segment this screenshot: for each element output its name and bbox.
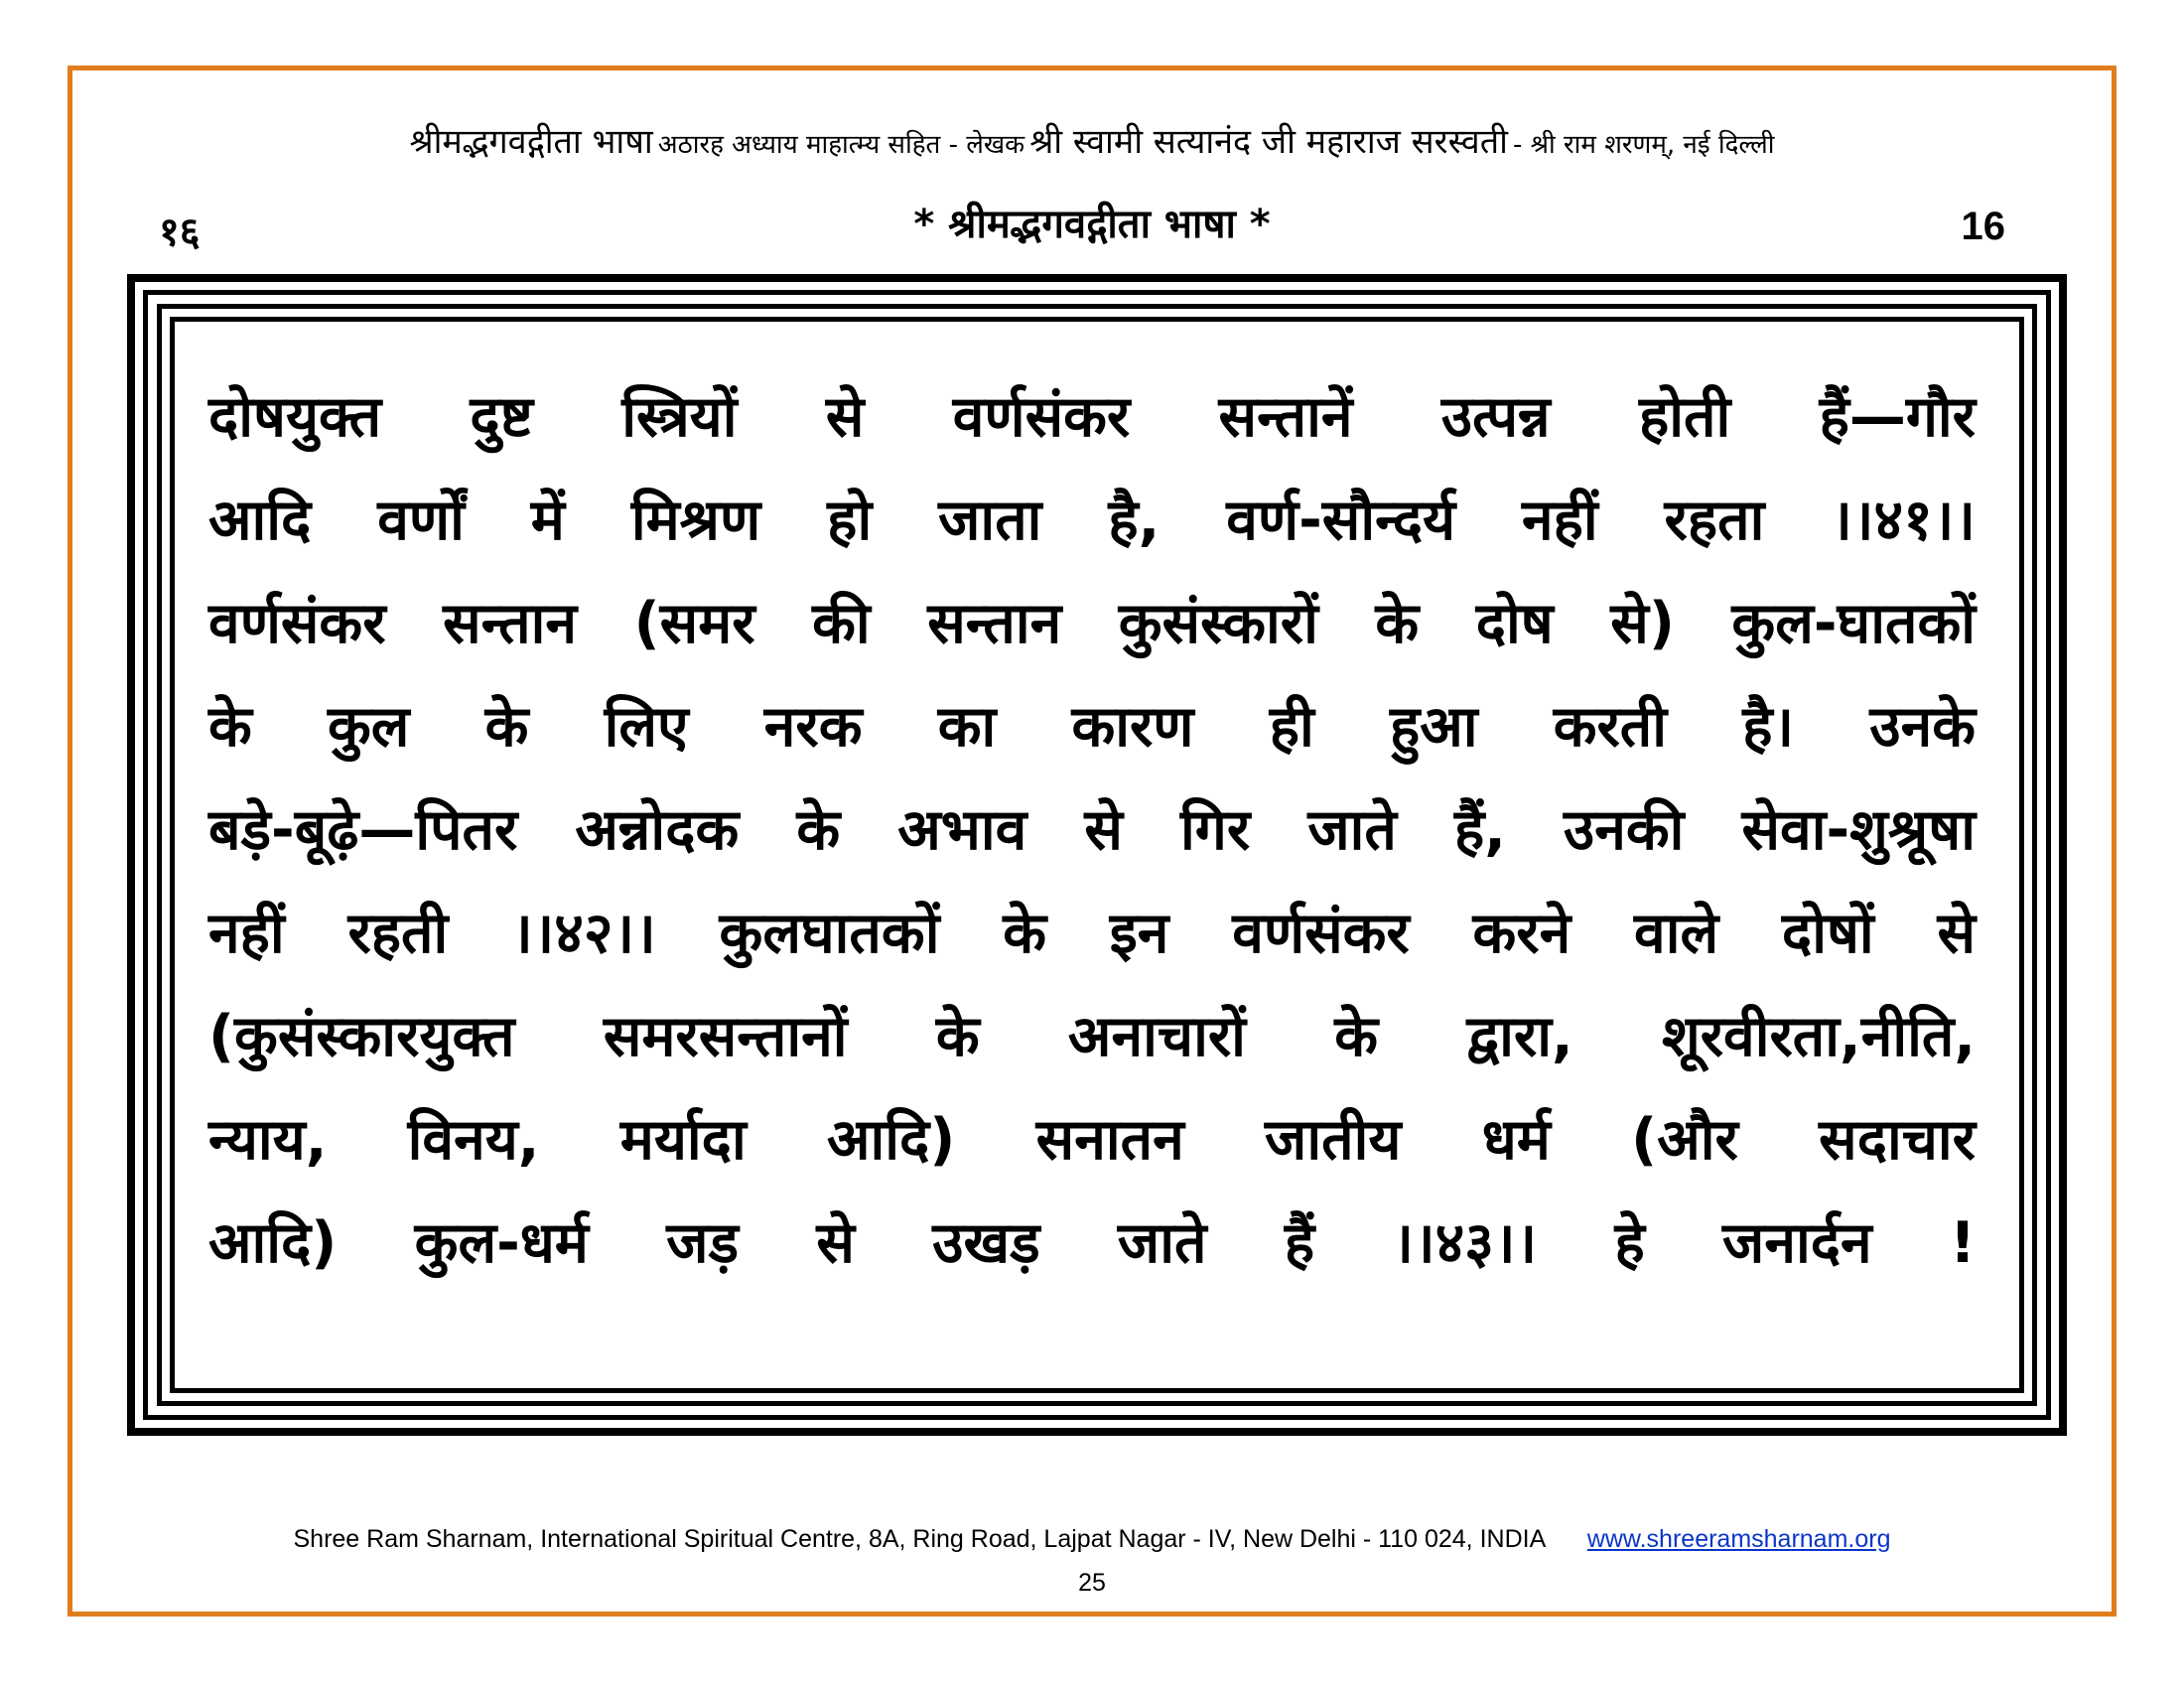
page-title: * श्रीमद्भगवद्गीता भाषा * [913,202,1271,247]
text-line: न्याय, विनय, मर्यादा आदि) सनातन जातीय धर्म (और सदाचार [208,1107,1976,1173]
text-line: बड़े-बूढ़े—पितर अन्नोदक के अभाव से गिर जाते हैं, उनकी सेवा-शुश्रूषा [208,797,1976,863]
text-line: नहीं रहती ।।४२।। कुलघातकों के इन वर्णसंकर करने वाले दोषों से [208,901,1976,966]
text-line: आदि वर्णों में मिश्रण हो जाता है, वर्ण-सौन्दर्य नहीं रहता ।।४१।। [208,488,1976,553]
page-heading [0,189,2184,258]
text-line: (कुसंस्कारयुक्त समरसन्तानों के अनाचारों के द्वारा, शूरवीरता,नीति, [208,1004,1976,1069]
verse-text [208,365,1976,1295]
text-line: के कुल के लिए नरक का कारण ही हुआ करती है। उनके [208,694,1976,760]
footer [0,1525,2184,1554]
text-line: वर्णसंकर सन्तान (समर की सन्तान कुसंस्कारों के दोष से) कुल-घातकों [208,591,1976,656]
text-line: आदि) कुल-धर्म जड़ से उखड़ जाते हैं ।।४३।। हे जनार्दन ! [208,1210,1976,1276]
book-subtitle: अठारह अध्याय माहात्म्य सहित - लेखक [657,130,1025,160]
page-number-latin: 16 [1961,205,2005,248]
publisher: - श्री राम शरणम्, नई दिल्ली [1512,130,1775,160]
website-link[interactable]: www.shreeramsharnam.org [1586,1525,1891,1553]
footer-address: Shree Ram Sharnam, International Spiritual Centre, 8A, Ring Road, Lajpat Nagar - IV, New Delhi - 110 024, INDIA [293,1525,1545,1553]
running-header [0,117,2184,163]
footer-page-number: 25 [1078,1569,1106,1597]
page-number-devanagari: १६ [159,210,201,255]
book-title: श्रीमद्भगवद्गीता भाषा [409,122,653,162]
text-line: दोषयुक्त दुष्ट स्त्रियों से वर्णसंकर सन्तानें उत्पन्न होती हैं—गौर [208,384,1976,450]
author-name: श्री स्वामी सत्यानंद जी महाराज सरस्वती [1029,122,1508,162]
